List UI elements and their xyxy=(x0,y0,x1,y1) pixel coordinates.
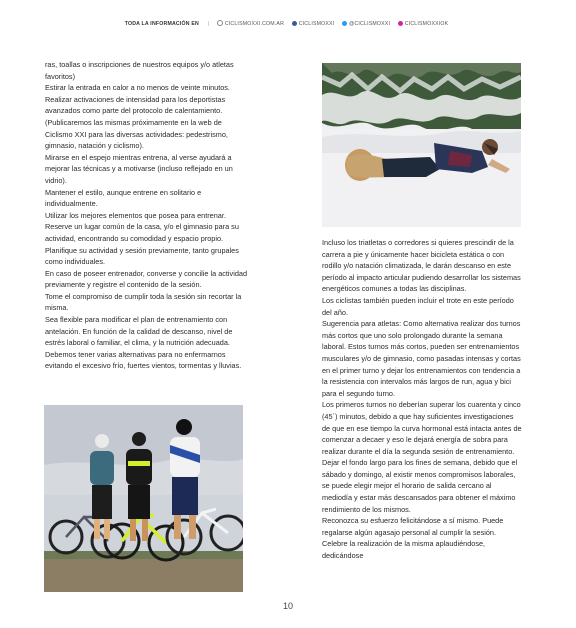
cyclists-photo xyxy=(44,405,243,592)
right-column xyxy=(322,237,522,562)
paragraph: Sea flexible para modificar el plan de entrenamiento con antelación. En función de la calidad de descanso, nivel de estrés laboral o familiar, el clima, y la nutrición adecuada. Debemos tener varias alternativas para no enfermarnos evitando el excesivo frío, fuertes vientos, tormentas y lluvias. xyxy=(45,315,242,371)
snow-photo xyxy=(322,63,521,227)
facebook-icon xyxy=(292,21,297,26)
paragraph: Planifique su actividad y sesión previamente, tanto grupales como individuales. xyxy=(45,245,239,267)
snow-photo-illustration xyxy=(322,63,521,227)
paragraph: Tome el compromiso de cumplir toda la sesión sin recortar la misma. xyxy=(45,291,242,313)
twitter-icon xyxy=(342,21,347,26)
paragraph: Mantener el estilo, aunque entrene en solitario e individualmente. xyxy=(45,187,202,209)
paragraph: En caso de poseer entrenador, converse y concilie la actividad previamente y registre el contenido de la sesión. xyxy=(45,268,248,290)
paragraph: Realizar activaciones de intensidad para los deportistas avanzados como parte del protocolo de calentamiento. (Publicaremos las mismas próximamente en la web de Ciclismo XXI para las diversas actividades: pedestrismo, gimnasio, natación y ciclismo). xyxy=(45,94,228,151)
paragraph: Mirarse en el espejo mientras entrena, al verse ayudará a mejorar las técnicas y a motivarse (incluso reflejado en un vidrio). xyxy=(45,152,233,185)
paragraph: Incluso los triatletas o corredores si quieres prescindir de la carrera a pie y únicamente hacer bicicleta estática o con rodillo y/o natación climatizada, le darán descanso en este período al impacto articular pudiendo desarrollar los sistemas energéticos comunes a todas las disciplinas. xyxy=(322,238,521,294)
page-header xyxy=(0,20,576,27)
paragraph: Dejar el fondo largo para los fines de semana, debido que el sábado y domingo, al existir menos compromisos laborales, se puede elegir mejor el horario de salida cercano al mediodía y estar más descansados para obtener el máximo rendimiento de los mismos. xyxy=(322,458,518,514)
header-link-twitter[interactable] xyxy=(342,21,390,27)
paragraph: Sugerencia para atletas: Como alternativa realizar dos turnos más cortos que uno solo prolongado durante la semana laboral. Estos turnos más cortos, pueden ser entrenamientos musculares y/o de gimnasio, como pasadas intensas y cortas en el primer turno y dejar los entrenamientos con tendencia a la resistencia con intervalos más largos de run, agua y bici para el segundo turno. xyxy=(322,319,521,398)
paragraph: Utilizar los mejores elementos que posea para entrenar. xyxy=(45,210,226,220)
cyclists-photo-illustration xyxy=(44,405,243,592)
paragraph: Reserve un lugar común de la casa, y/o el gimnasio para su actividad, encontrando su comodidad y espacio propio. xyxy=(45,222,239,243)
header-link-text: CICLISMOXXI xyxy=(298,21,335,27)
header-link-text: CICLISMOXXI.COM.AR xyxy=(224,21,285,27)
paragraph: Los ciclistas también pueden incluir el trote en este período del año. xyxy=(322,295,514,317)
header-link-text: CICLISMOXXIOK xyxy=(404,21,449,27)
page-number: 10 xyxy=(282,601,293,611)
instagram-icon xyxy=(398,21,403,26)
paragraph: ras, toallas o inscripciones de nuestros equipos y/o atletas favoritos) xyxy=(45,60,234,81)
left-column xyxy=(45,59,250,372)
header-link-instagram[interactable] xyxy=(398,21,449,27)
paragraph: Reconozca su esfuerzo felicitándose a sí mismo. Puede regalarse algún agasajo personal al cumplir la sesión. Celebre la realización de la misma aplaudiéndose, dedicándose xyxy=(322,516,504,561)
header-link-facebook[interactable] xyxy=(292,21,335,27)
header-lead: TODA LA INFORMACIÓN EN xyxy=(124,21,199,27)
paragraph: Los primeros turnos no deberían superar los cuarenta y cinco (45´) minutos, debido a que hay suficientes investigaciones de que en ese tiempo la curva hormonal está intacta antes de comenzar a decaer y eso le dejará energía de sobra para realizar durante el día la segunda sesión de entrenamiento. xyxy=(322,400,522,456)
web-icon xyxy=(217,20,223,26)
header-separator: | xyxy=(207,21,210,27)
header-link-text: @CICLISMOXXI xyxy=(349,21,391,27)
paragraph: Estirar la entrada en calor a no menos de veinte minutos. xyxy=(45,83,230,93)
header-link-web[interactable] xyxy=(217,21,284,27)
